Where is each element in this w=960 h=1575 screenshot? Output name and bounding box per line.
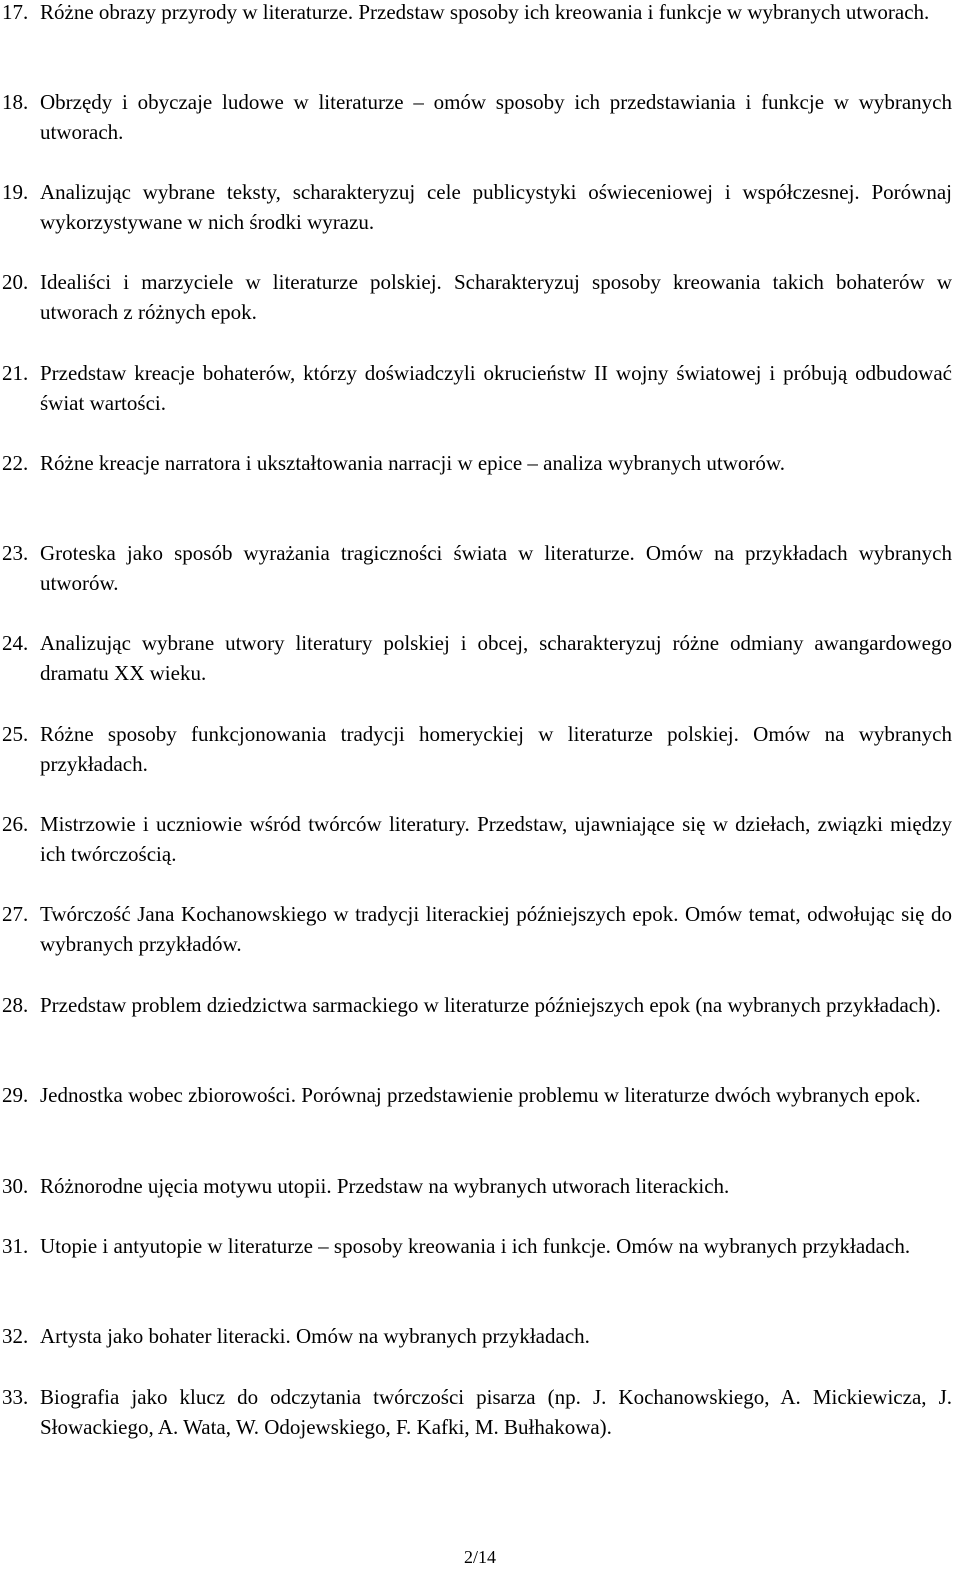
topic-item <box>0 1080 952 1110</box>
topic-number: 23. <box>2 541 29 565</box>
topic-text: Różne obrazy przyrody w literaturze. Przedstaw sposoby ich kreowania i funkcje w wybranych utworach. <box>40 0 930 24</box>
topic-item <box>0 267 952 327</box>
topic-item <box>0 809 952 869</box>
topic-item <box>0 990 952 1020</box>
topic-item <box>0 87 952 147</box>
topic-number: 28. <box>2 993 29 1017</box>
topic-item <box>0 448 952 478</box>
topic-text: Idealiści i marzyciele w literaturze polskiej. Scharakteryzuj sposoby kreowania takich bohaterów w utworach z różnych epok. <box>40 270 952 324</box>
topic-text: Przedstaw kreacje bohaterów, którzy doświadczyli okrucieństw II wojny światowej i próbują odbudować świat wartości. <box>40 361 952 415</box>
topic-text: Twórczość Jana Kochanowskiego w tradycji literackiej późniejszych epok. Omów temat, odwołując się do wybranych przykładów. <box>40 902 952 956</box>
topic-text: Obrzędy i obyczaje ludowe w literaturze – omów sposoby ich przedstawiania i funkcje w wybranych utworach. <box>40 90 952 144</box>
topic-text: Różne kreacje narratora i ukształtowania narracji w epice – analiza wybranych utworów. <box>40 451 785 475</box>
topic-number: 18. <box>2 90 29 114</box>
topic-item <box>0 1231 952 1261</box>
topic-text: Analizując wybrane utwory literatury polskiej i obcej, scharakteryzuj różne odmiany awangardowego dramatu XX wieku. <box>40 631 952 685</box>
topic-text: Różne sposoby funkcjonowania tradycji homeryckiej w literaturze polskiej. Omów na wybranych przykładach. <box>40 722 952 776</box>
topic-number: 20. <box>2 270 29 294</box>
topic-item <box>0 538 952 598</box>
topic-number: 25. <box>2 722 29 746</box>
topic-text: Biografia jako klucz do odczytania twórczości pisarza (np. J. Kochanowskiego, A. Mickiewicza, J. Słowackiego, A. Wata, W. Odojewskiego, F. Kafki, M. Bułhakowa). <box>40 1385 952 1439</box>
topic-number: 24. <box>2 631 29 655</box>
topic-item <box>0 628 952 688</box>
topic-text: Różnorodne ujęcia motywu utopii. Przedstaw na wybranych utworach literackich. <box>40 1174 730 1198</box>
topic-number: 33. <box>2 1385 29 1409</box>
topic-number: 29. <box>2 1083 29 1107</box>
topic-text: Mistrzowie i uczniowie wśród twórców literatury. Przedstaw, ujawniające się w dziełach, związki między ich twórczością. <box>40 812 952 866</box>
topic-number: 27. <box>2 902 29 926</box>
topic-item <box>0 1321 952 1351</box>
topic-item <box>0 0 952 27</box>
topic-item <box>0 177 952 237</box>
topic-text: Utopie i antyutopie w literaturze – sposoby kreowania i ich funkcje. Omów na wybranych przykładach. <box>40 1234 911 1258</box>
topic-text: Przedstaw problem dziedzictwa sarmackiego w literaturze późniejszych epok (na wybranych przykładach). <box>40 993 941 1017</box>
topic-number: 30. <box>2 1174 29 1198</box>
topic-item <box>0 719 952 779</box>
topic-number: 21. <box>2 361 29 385</box>
topic-text: Jednostka wobec zbiorowości. Porównaj przedstawienie problemu w literaturze dwóch wybranych epok. <box>40 1083 921 1107</box>
topic-item <box>0 358 952 418</box>
topic-number: 22. <box>2 451 29 475</box>
topic-text: Groteska jako sposób wyrażania tragiczności świata w literaturze. Omów na przykładach wybranych utworów. <box>40 541 952 595</box>
topic-text: Analizując wybrane teksty, scharakteryzuj cele publicystyki oświeceniowej i współczesnej. Porównaj wykorzystywane w nich środki wyrazu. <box>40 180 952 234</box>
topic-number: 31. <box>2 1234 29 1258</box>
topic-number: 17. <box>2 0 29 24</box>
page-number: 2/14 <box>463 1547 496 1567</box>
topic-item <box>0 1171 952 1201</box>
topic-number: 19. <box>2 180 29 204</box>
topic-item <box>0 1382 952 1442</box>
topic-number: 26. <box>2 812 29 836</box>
topic-text: Artysta jako bohater literacki. Omów na wybranych przykładach. <box>40 1324 590 1348</box>
topic-item <box>0 899 952 959</box>
topic-number: 32. <box>2 1324 29 1348</box>
